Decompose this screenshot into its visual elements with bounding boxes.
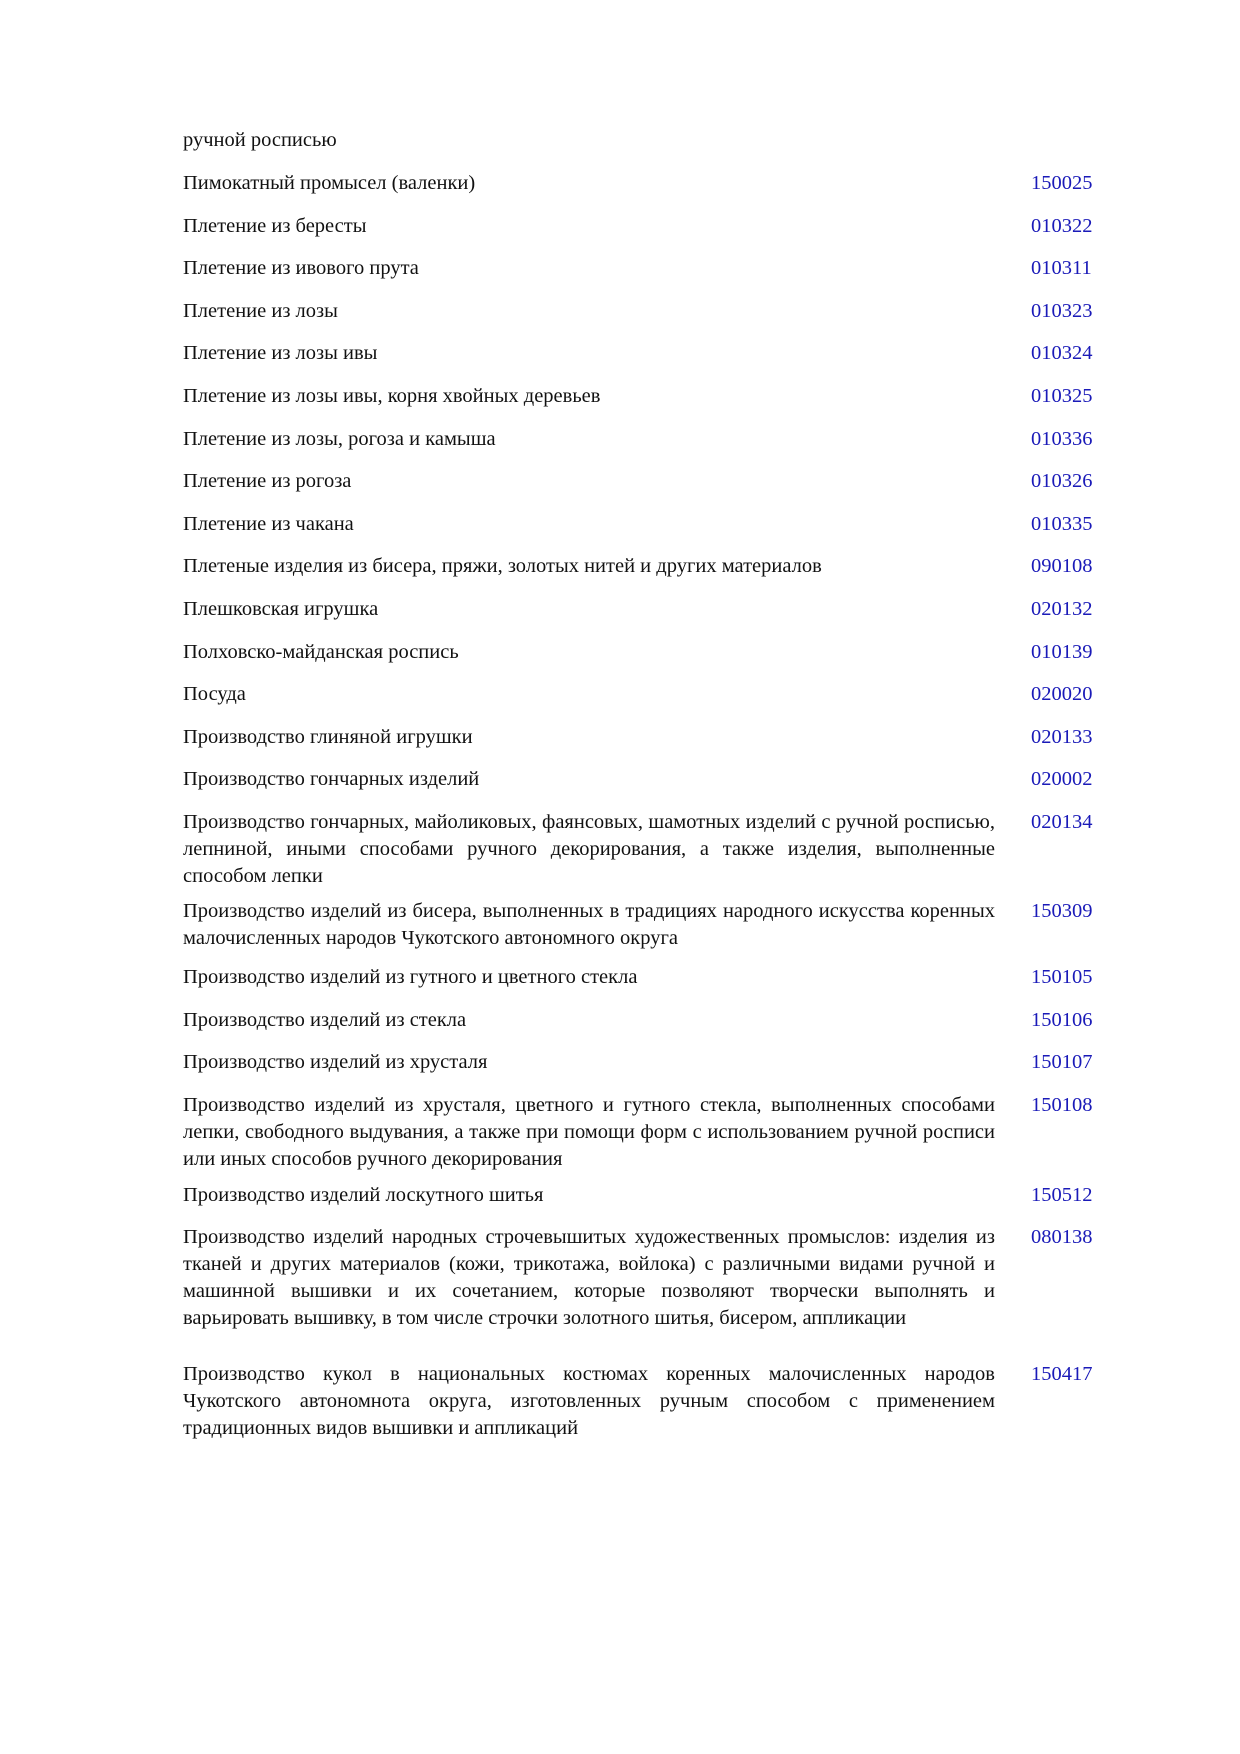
entry-description: Производство гончарных изделий <box>183 768 480 790</box>
entry-description: Плетение из ивового прута <box>183 257 419 279</box>
entry-code-link[interactable]: 150107 <box>1031 1051 1093 1073</box>
entry-code-link[interactable]: 020133 <box>1031 726 1093 748</box>
entry-code-link[interactable]: 150106 <box>1031 1009 1093 1031</box>
entry-description: Плетение из лозы ивы <box>183 342 378 364</box>
entry-code-link[interactable]: 010323 <box>1031 300 1093 322</box>
entry-code-link[interactable]: 010335 <box>1031 513 1093 535</box>
entry-code-link[interactable]: 020002 <box>1031 768 1093 790</box>
entry-description: Плетение из рогоза <box>183 470 352 492</box>
entry-description: Производство изделий из бисера, выполненных в традициях народного искусства коренных малочисленных народов Чукотского автономного округа <box>183 900 995 949</box>
entry-description: Производство изделий из стекла <box>183 1009 467 1031</box>
entry-code-link[interactable]: 010322 <box>1031 215 1093 237</box>
entry-description: Пимокатный промысел (валенки) <box>183 172 476 194</box>
entry-code-link[interactable]: 010326 <box>1031 470 1093 492</box>
entry-description: Плетеные изделия из бисера, пряжи, золотых нитей и других материалов <box>183 555 822 577</box>
entry-code-link[interactable]: 150108 <box>1031 1094 1093 1116</box>
entry-code-link[interactable]: 150309 <box>1031 900 1093 922</box>
entry-description: Производство кукол в национальных костюмах коренных малочисленных народов Чукотского автономнота округа, изготовленных ручным способом с применением традиционных видов вышивки и аппликаций <box>183 1363 995 1439</box>
entry-code-link[interactable]: 010311 <box>1031 257 1092 279</box>
entry-code-link[interactable]: 010325 <box>1031 385 1093 407</box>
entry-code-link[interactable]: 010139 <box>1031 641 1093 663</box>
entry-description: Плешковская игрушка <box>183 598 379 620</box>
entry-description: Плетение из лозы <box>183 300 338 322</box>
entry-description: Производство изделий из хрусталя, цветного и гутного стекла, выполненных способами лепки, свободного выдувания, а также при помощи форм с использованием ручной росписи или иных способов ручного декорирования <box>183 1094 995 1170</box>
entry-description: Производство изделий из хрусталя <box>183 1051 488 1073</box>
continuation-text: ручной росписью <box>183 129 337 151</box>
entry-description: Производство глиняной игрушки <box>183 726 473 748</box>
entry-code-link[interactable]: 010336 <box>1031 428 1093 450</box>
entry-description: Полховско-майданская роспись <box>183 641 459 663</box>
entry-code-link[interactable]: 150512 <box>1031 1184 1093 1206</box>
entry-code-link[interactable]: 150417 <box>1031 1363 1093 1385</box>
entry-code-link[interactable]: 080138 <box>1031 1226 1093 1248</box>
entry-code-link[interactable]: 150025 <box>1031 172 1093 194</box>
entry-description: Плетение из лозы, рогоза и камыша <box>183 428 496 450</box>
entry-description: Производство изделий лоскутного шитья <box>183 1184 544 1206</box>
entry-code-link[interactable]: 010324 <box>1031 342 1093 364</box>
entry-code-link[interactable]: 020020 <box>1031 683 1093 705</box>
entry-description: Производство гончарных, майоликовых, фаянсовых, шамотных изделий с ручной росписью, лепниной, иными способами ручного декорирования, а также изделия, выполненные способом лепки <box>183 811 995 887</box>
entry-description: Плетение из чакана <box>183 513 354 535</box>
entry-code-link[interactable]: 020134 <box>1031 811 1093 833</box>
entry-description: Плетение из лозы ивы, корня хвойных деревьев <box>183 385 601 407</box>
entry-code-link[interactable]: 090108 <box>1031 555 1093 577</box>
entry-description: Плетение из бересты <box>183 215 367 237</box>
entry-description: Производство изделий из гутного и цветного стекла <box>183 966 638 988</box>
entry-code-link[interactable]: 020132 <box>1031 598 1093 620</box>
entry-code-link[interactable]: 150105 <box>1031 966 1093 988</box>
entry-description: Производство изделий народных строчевышитых художественных промыслов: изделия из тканей и других материалов (кожи, трикотажа, войлока) с различными видами ручной и машинной вышивки и их сочетанием, которые позволяют творчески выполнять и варьировать вышивку, в том числе строчки золотного шитья, бисером, аппликации <box>183 1226 995 1329</box>
entry-description: Посуда <box>183 683 246 705</box>
